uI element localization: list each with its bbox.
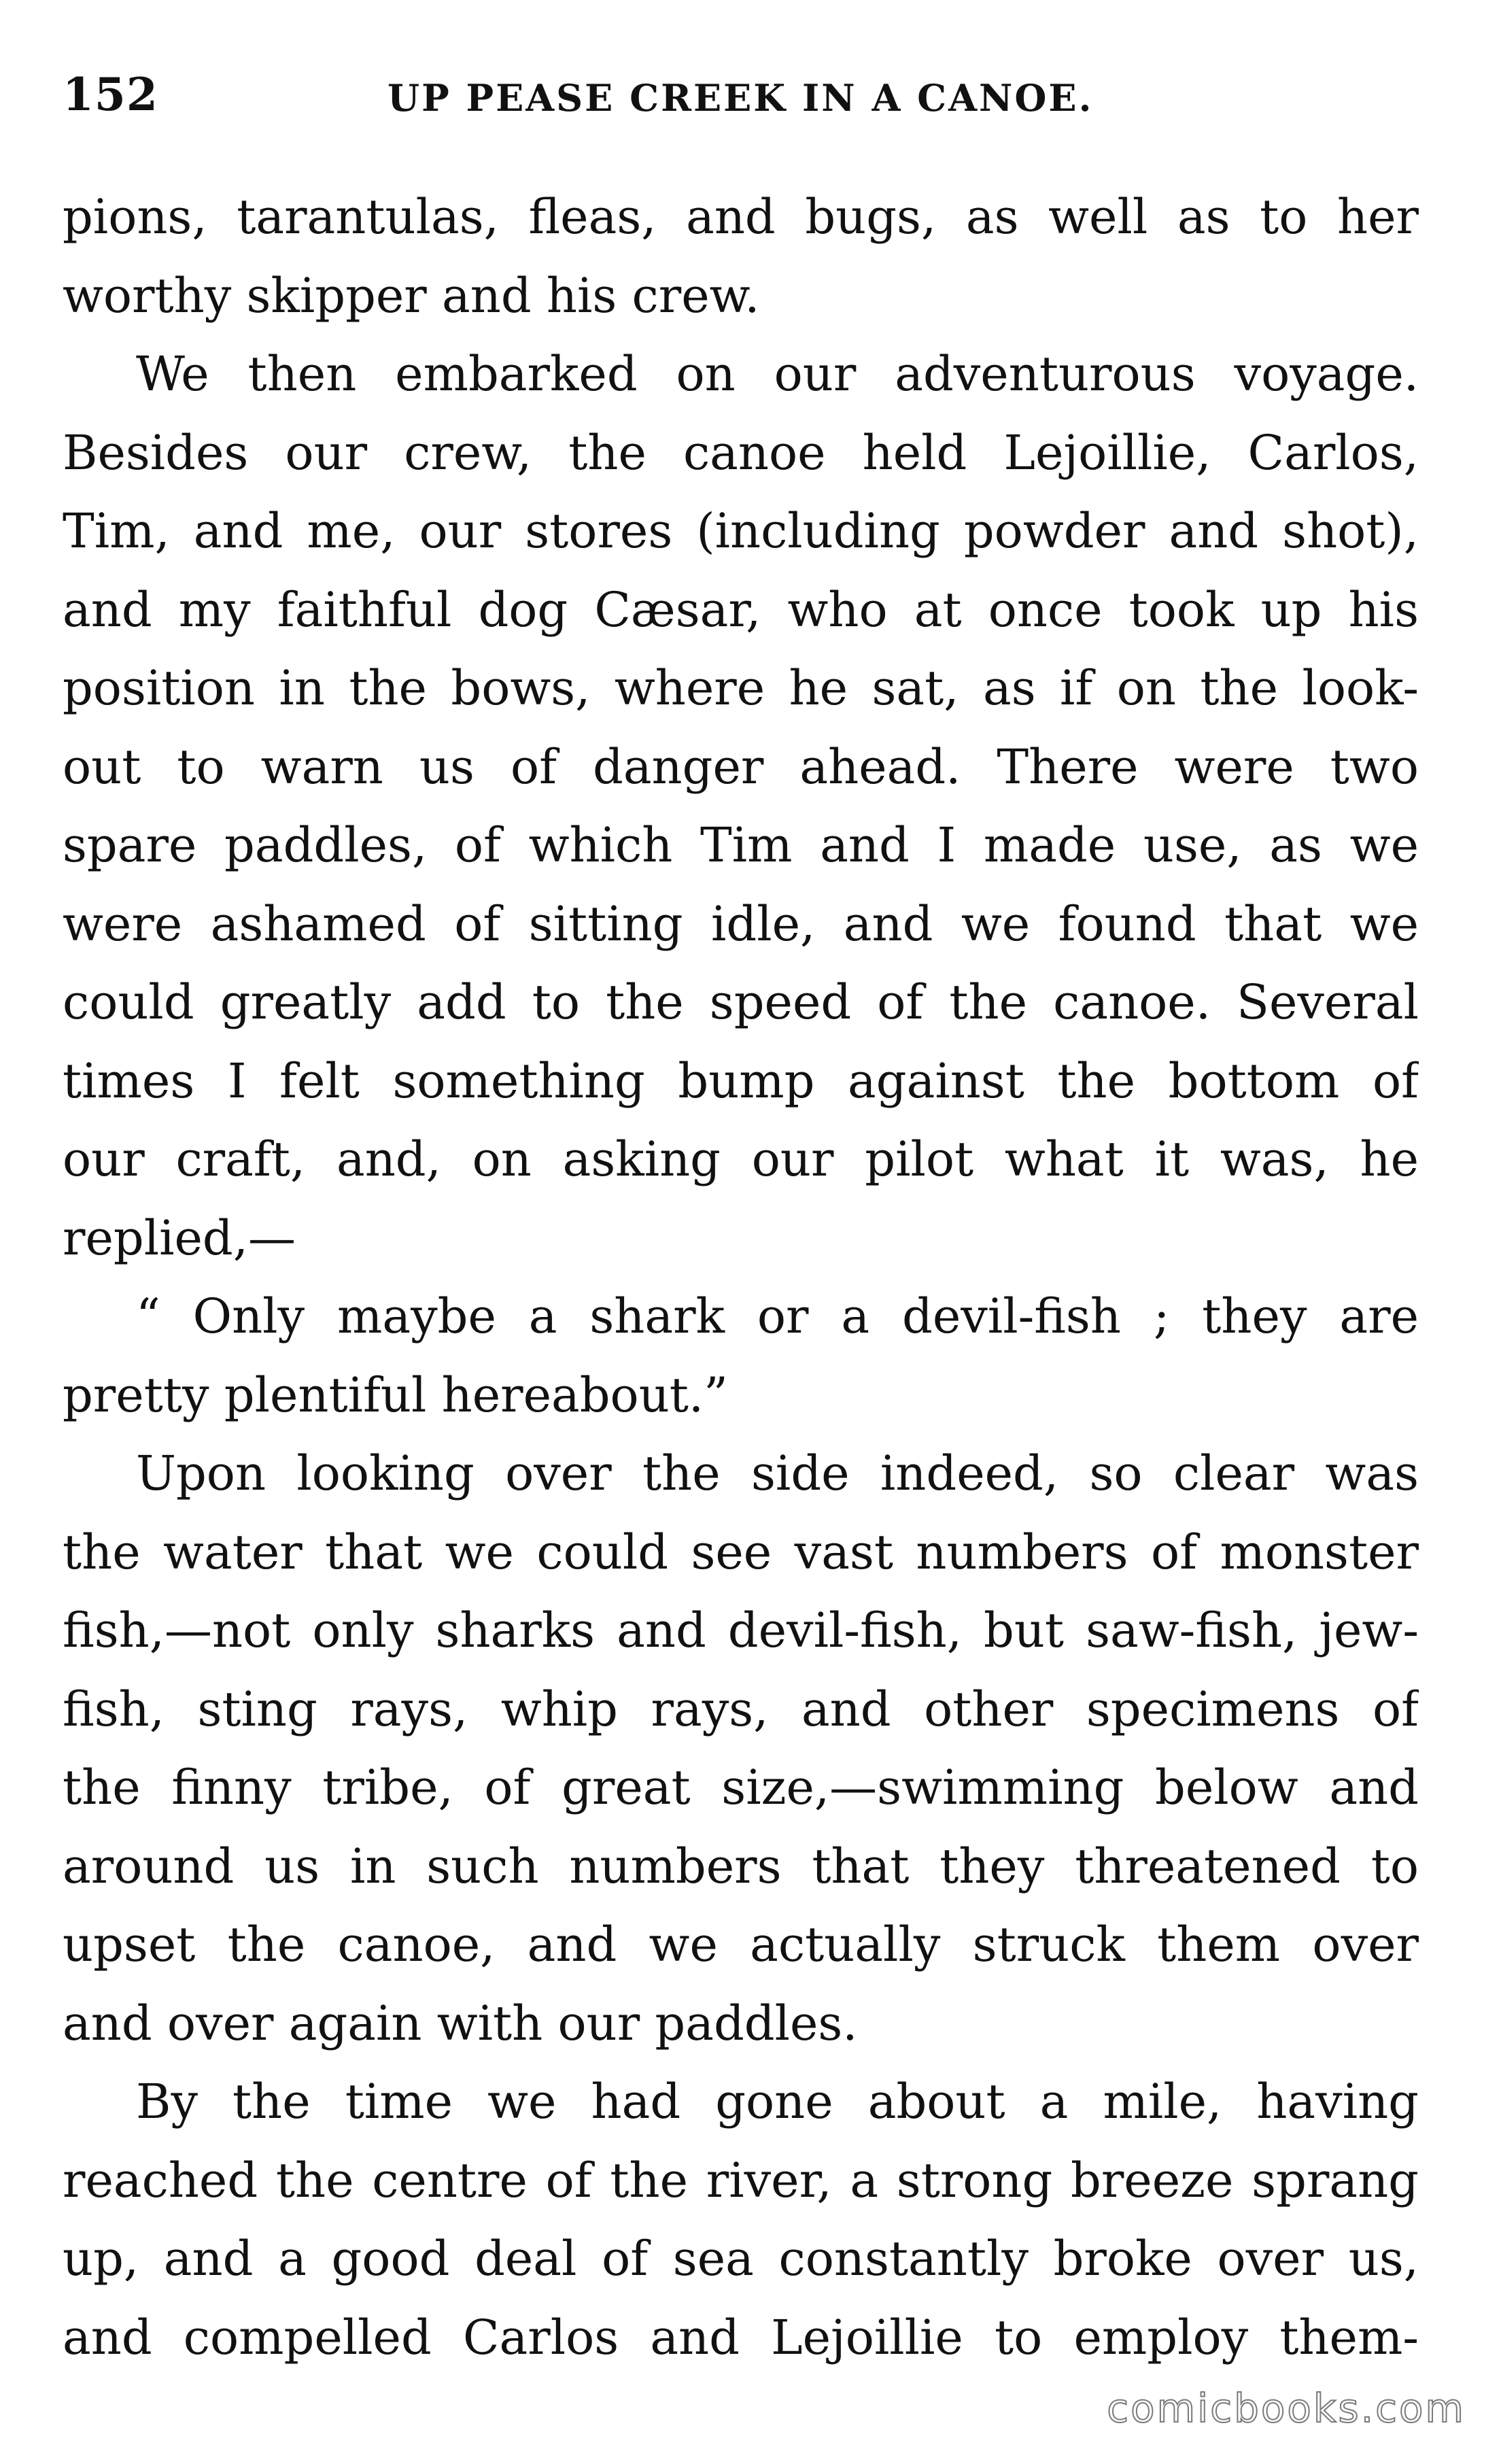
text-line: fish,—not only sharks and devil-fish, but saw-fish, jew-	[63, 1603, 1419, 1658]
text-line: around us in such numbers that they threatened to	[63, 1838, 1419, 1894]
text-line: “ Only maybe a shark or a devil-fish ; they are	[136, 1288, 1419, 1344]
text-line: Upon looking over the side indeed, so clear was	[136, 1445, 1419, 1501]
text-line: out to warn us of danger ahead. There were two	[63, 738, 1419, 795]
text-line: worthy skipper and his crew.	[63, 267, 760, 324]
text-line: could greatly add to the speed of the canoe. Several	[63, 974, 1419, 1030]
watermark: comicbooks.com	[1107, 2385, 1466, 2431]
text-line: position in the bows, where he sat, as if on the look-	[63, 660, 1419, 716]
text-line: the finny tribe, of great size,—swimming below and	[63, 1760, 1419, 1815]
text-line: and my faithful dog Cæsar, who at once took up his	[63, 581, 1419, 638]
text-line: up, and a good deal of sea constantly broke over us,	[63, 2231, 1419, 2287]
body-text	[63, 178, 1419, 2377]
running-head: UP PEASE CREEK IN A CANOE.	[387, 76, 1094, 120]
text-line: Besides our crew, the canoe held Lejoillie, Carlos,	[63, 424, 1419, 481]
page-header	[0, 68, 1501, 143]
text-line: the water that we could see vast numbers of monster	[63, 1524, 1419, 1580]
text-line: pions, tarantulas, fleas, and bugs, as well as to her	[63, 189, 1419, 245]
text-line: upset the canoe, and we actually struck them over	[63, 1917, 1419, 1972]
text-line: fish, sting rays, whip rays, and other specimens of	[63, 1681, 1419, 1737]
text-line: Tim, and me, our stores (including powder and shot),	[63, 503, 1419, 559]
page-number: 152	[63, 68, 158, 121]
text-line: and compelled Carlos and Lejoillie to employ them-	[63, 2309, 1419, 2365]
text-line: times I felt something bump against the bottom of	[63, 1053, 1419, 1109]
text-line: reached the centre of the river, a strong breeze sprang	[63, 2152, 1419, 2208]
text-line: and over again with our paddles.	[63, 1995, 858, 2051]
text-line: pretty plentiful hereabout.”	[63, 1367, 728, 1423]
text-line: spare paddles, of which Tim and I made use, as we	[63, 817, 1419, 873]
text-line: our craft, and, on asking our pilot what it was, he	[63, 1131, 1419, 1187]
text-line: replied,—	[63, 1210, 296, 1266]
text-line: We then embarked on our adventurous voyage.	[136, 346, 1419, 402]
text-line: By the time we had gone about a mile, having	[136, 2074, 1419, 2129]
text-line: were ashamed of sitting idle, and we found that we	[63, 895, 1419, 952]
